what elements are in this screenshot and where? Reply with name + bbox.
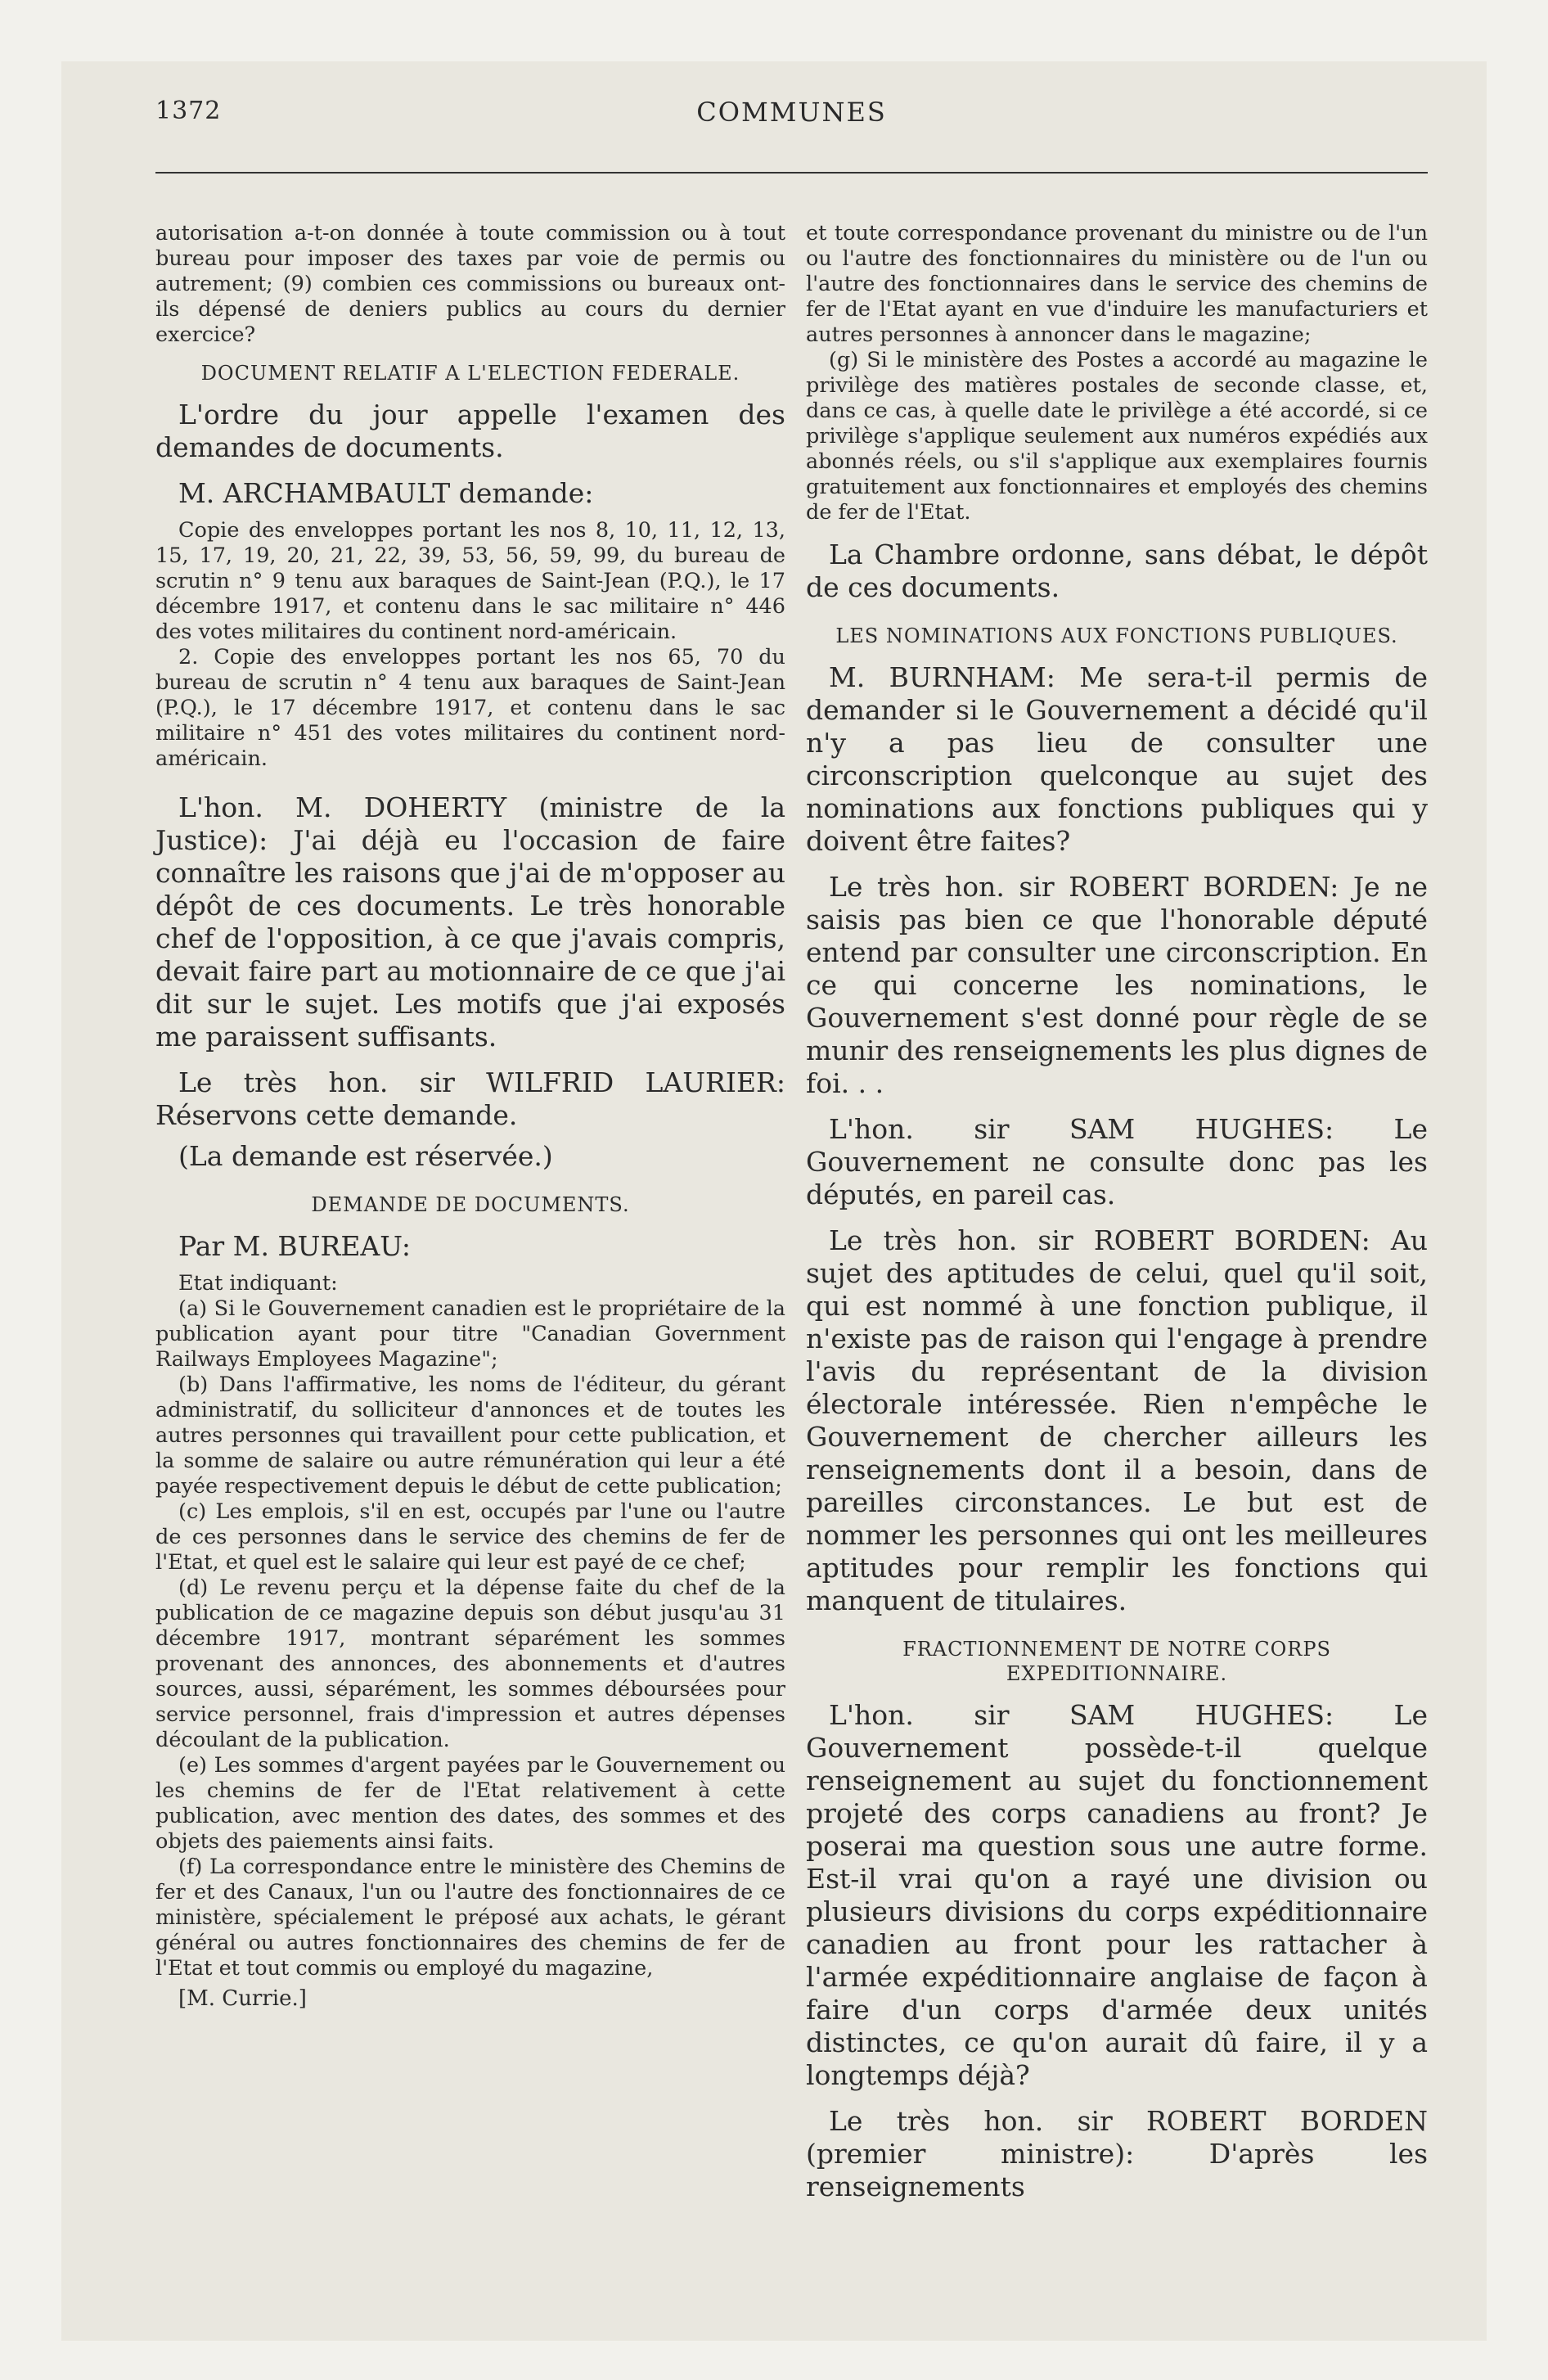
- paragraph: (c) Les emplois, s'il en est, occupés par l'une ou l'autre de ces personnes dans le service des chemins de fer de l'Etat, et quel est le salaire qui leur est payé de ce chef;: [155, 1499, 785, 1575]
- section-heading: DOCUMENT RELATIF A L'ELECTION FEDERALE.: [200, 362, 740, 385]
- section-heading: DEMANDE DE DOCUMENTS.: [311, 1193, 630, 1216]
- paragraph: Copie des enveloppes portant les nos 8, 10, 11, 12, 13, 15, 17, 19, 20, 21, 22, 39, 53, 56, 59, 99, du bureau de scrutin n° 9 tenu aux baraques de Saint-Jean (P.Q.), le 17 décembre 1917, et contenu dans le sac militaire n° 446 des votes militaires du continent nord-américain.: [155, 518, 785, 644]
- paragraph: L'hon. sir SAM HUGHES: Le Gouvernement possède-t-il quelque renseignement au sujet du fonctionnement projeté des corps canadiens au front? Je poserai ma question sous une autre forme. Est-il vrai qu'on a rayé une division ou plusieurs divisions du corps expéditionnaire canadien au front pour les rattacher à l'armée expéditionnaire anglaise de façon à faire d'un corps d'armée deux unités distinctes, ce qu'on aurait dû faire, il y a longtemps déjà?: [806, 1699, 1428, 2091]
- paragraph: Le très hon. sir WILFRID LAURIER: Réservons cette demande.: [155, 1066, 785, 1131]
- paragraph: M. BURNHAM: Me sera-t-il permis de demander si le Gouvernement a décidé qu'il n'y a pas lieu de consulter une circonscription quelconque au sujet des nominations aux fonctions publiques qui y doivent être faites?: [806, 661, 1428, 857]
- header-rule: [155, 172, 1428, 174]
- right-column: [806, 221, 1428, 2203]
- paragraph: (d) Le revenu perçu et la dépense faite du chef de la publication de ce magazine depuis son début jusqu'au 31 décembre 1917, montrant séparément les sommes provenant des annonces, des abonnements et d'autres sources, aussi, séparément, les sommes déboursées pour service personnel, frais d'impression et autres dépenses découlant de la publication.: [155, 1575, 785, 1752]
- paragraph: L'hon. sir SAM HUGHES: Le Gouvernement ne consulte donc pas les députés, en pareil cas.: [806, 1113, 1428, 1210]
- paragraph: Etat indiquant:: [178, 1271, 338, 1296]
- page-header: [155, 97, 1428, 137]
- paragraph: (g) Si le ministère des Postes a accordé au magazine le privilège des matières postales de seconde classe, et, dans ce cas, à quelle date le privilège a été accordé, si ce privilège s'applique seulement aux numéros expédiés aux abonnés réels, ou s'il s'applique aux exemplaires fournis gratuitement aux fonctionnaires et employés des chemins de fer de l'Etat.: [806, 348, 1428, 525]
- paragraph: Le très hon. sir ROBERT BORDEN (premier ministre): D'après les renseignements: [806, 2105, 1428, 2202]
- speaker-line: M. ARCHAMBAULT demande:: [178, 477, 594, 509]
- section-heading: FRACTIONNEMENT DE NOTRE CORPS EXPEDITIONNAIRE.: [902, 1638, 1331, 1685]
- paragraph: (b) Dans l'affirmative, les noms de l'éditeur, du gérant administratif, du solliciteur d'annonces et de toutes les autres personnes qui travaillent pour cette publication, et la somme de salaire ou autre rémunération qui leur a été payée respectivement depuis le début de cette publication;: [155, 1373, 785, 1499]
- speaker-line: Par M. BUREAU:: [178, 1230, 412, 1262]
- left-column: [155, 221, 785, 2011]
- paragraph: L'hon. M. DOHERTY (ministre de la Justice): J'ai déjà eu l'occasion de faire connaître les raisons que j'ai de m'opposer au dépôt de ces documents. Le très honorable chef de l'opposition, à ce que j'avais compris, devait faire part au motionnaire de ce que j'ai dit sur le sujet. Les motifs que j'ai exposés me paraissent suffisants.: [155, 791, 785, 1053]
- paragraph: (e) Les sommes d'argent payées par le Gouvernement ou les chemins de fer de l'Etat relativement à cette publication, avec mention des dates, des sommes et des objets des paiements ainsi faits.: [155, 1753, 785, 1854]
- paragraph: Le très hon. sir ROBERT BORDEN: Au sujet des aptitudes de celui, quel qu'il soit, qui est nommé à une fonction publique, il n'existe pas de raison qui l'engage à prendre l'avis du représentant de la division électorale intéressée. Rien n'empêche le Gouvernement de chercher ailleurs les renseignements dont il a besoin, dans de pareilles circonstances. Le but est de nommer les personnes qui ont les meilleures aptitudes pour remplir les fonctions qui manquent de titulaires.: [806, 1224, 1428, 1616]
- section-heading: LES NOMINATIONS AUX FONCTIONS PUBLIQUES.: [835, 624, 1398, 647]
- paragraph: Le très hon. sir ROBERT BORDEN: Je ne saisis pas bien ce que l'honorable député entend par consulter une circonscription. En ce qui concerne les nominations, le Gouvernement s'est donné pour règle de se munir des renseignements les plus dignes de foi. . .: [806, 871, 1428, 1099]
- page-number: 1372: [155, 97, 222, 125]
- paragraph: La Chambre ordonne, sans débat, le dépôt de ces documents.: [806, 539, 1428, 603]
- footnote: [M. Currie.]: [178, 1986, 307, 2011]
- page-title: COMMUNES: [696, 97, 887, 128]
- paragraph: (f) La correspondance entre le ministère des Chemins de fer et des Canaux, l'un ou l'autre des fonctionnaires de ce ministère, spécialement le préposé aux achats, le gérant général ou autres fonctionnaires des chemins de fer de l'Etat et tout commis ou employé du magazine,: [155, 1855, 785, 1981]
- paragraph: autorisation a-t-on donnée à toute commission ou à tout bureau pour imposer des taxes par voie de permis ou autrement; (9) combien ces commissions ou bureaux ont-ils dépensé de deniers publics au cours du dernier exercice?: [155, 221, 785, 347]
- paragraph: 2. Copie des enveloppes portant les nos 65, 70 du bureau de scrutin n° 4 tenu aux baraques de Saint-Jean (P.Q.), le 17 décembre 1917, et contenu dans le sac militaire n° 451 des votes militaires du continent nord-américain.: [155, 645, 785, 771]
- paragraph: (La demande est réservée.): [178, 1140, 553, 1172]
- paragraph: (a) Si le Gouvernement canadien est le propriétaire de la publication ayant pour titre "Canadian Government Railways Employees Magazine";: [155, 1296, 785, 1372]
- paragraph: et toute correspondance provenant du ministre ou de l'un ou l'autre des fonctionnaires du ministère ou de l'un ou l'autre des fonctionnaires dans le service des chemins de fer de l'Etat ayant en vue d'induire les manufacturiers et autres personnes à annoncer dans le magazine;: [806, 221, 1428, 347]
- paragraph: L'ordre du jour appelle l'examen des demandes de documents.: [155, 399, 785, 463]
